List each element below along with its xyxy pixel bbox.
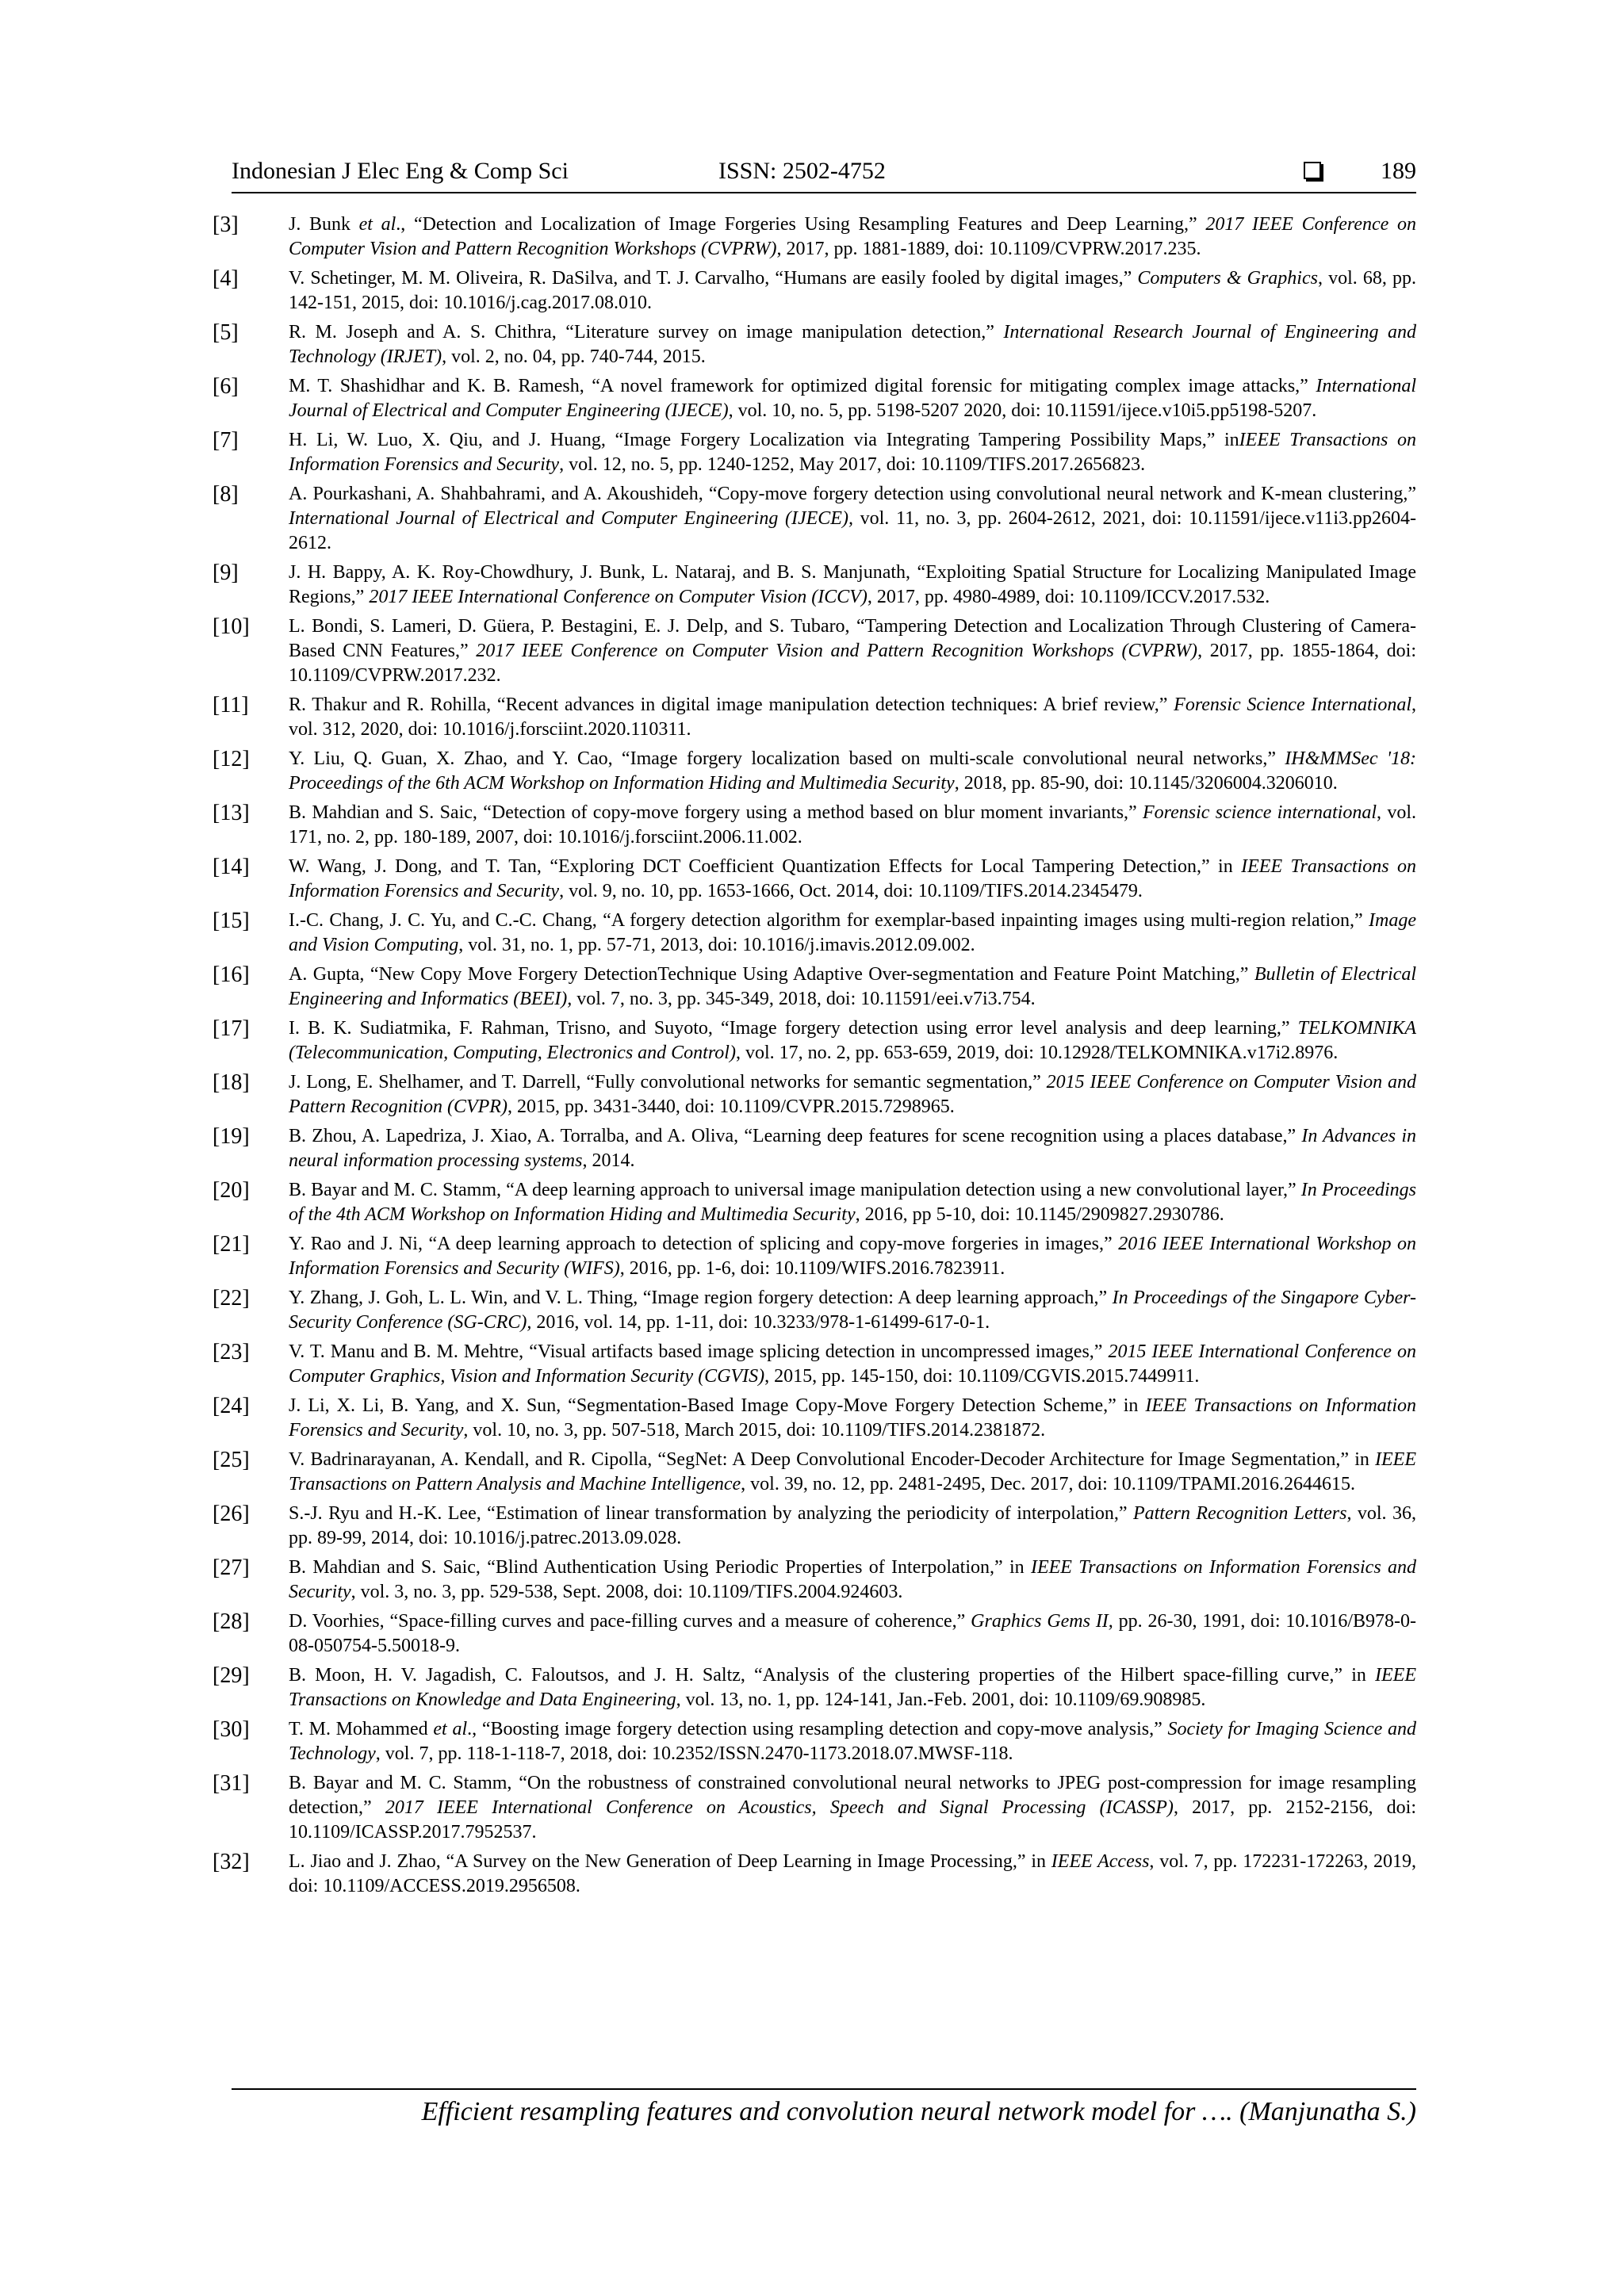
reference-item [213,1340,1416,1389]
reference-text [289,430,1416,475]
reference-item [213,1850,1416,1899]
reference-segment: L. Jiao and J. Zhao, “A Survey on the New Generation of Deep Learning in Image Processing,” in [289,1851,1051,1872]
reference-number: [28] [213,1609,250,1634]
reference-number: [23] [213,1340,250,1364]
reference-segment: , vol. 17, no. 2, pp. 653-659, 2019, doi: 10.12928/TELKOMNIKA.v17i2.8976. [735,1043,1339,1063]
reference-segment: , 2016, pp 5-10, doi: 10.1145/2909827.2930786. [855,1204,1224,1225]
reference-segment: , vol. 10, no. 5, pp. 5198-5207 2020, doi: 10.11591/ijece.v10i5.pp5198-5207. [728,400,1317,421]
reference-segment: 2016, vol. 14, pp. 1-11, doi: 10.3233/978-1-61499-617-0-1. [531,1312,990,1333]
reference-number: [4] [213,266,239,291]
footer-divider [232,2088,1416,2090]
reference-venue: 2015 IEEE Conference on Computer Vision and Pattern Recognition (CVPR) [289,1072,1416,1117]
reference-item [213,1070,1416,1119]
reference-venue: 2017 IEEE Conference on Computer Vision and Pattern Recognition Workshops (CVPRW) [289,214,1416,259]
reference-segment: , 2014. [582,1150,635,1171]
reference-number: [12] [213,747,250,771]
reference-item [213,747,1416,796]
reference-segment: J. Bunk [289,214,359,235]
reference-text [289,748,1416,794]
reference-number: [31] [213,1771,250,1796]
reference-segment: B. Mahdian and S. Saic, “Blind Authentication Using Periodic Properties of Interpolation,” in [289,1557,1031,1578]
reference-text [289,1773,1416,1843]
reference-number: [3] [213,212,239,237]
reference-venue: Society for Imaging Science and Technology [289,1719,1416,1764]
reference-item [213,801,1416,850]
reference-venue: IEEE Transactions on Pattern Analysis and Machine Intelligence [289,1449,1416,1494]
page-number: 189 [1381,158,1416,184]
reference-item [213,428,1416,477]
reference-segment: , vol. 31, no. 1, pp. 57-71, 2013, doi: 10.1016/j.imavis.2012.09.002. [458,935,975,955]
reference-number: [14] [213,855,250,879]
reference-item [213,266,1416,316]
reference-number: [27] [213,1556,250,1580]
running-footer: Efficient resampling features and convolution neural network model for …. (Manjunatha S.) [421,2097,1416,2126]
reference-venue: In Proceedings of the 4th ACM Workshop on Information Hiding and Multimedia Security [289,1180,1416,1225]
reference-venue: Forensic Science International [1174,695,1412,715]
reference-text [289,964,1416,1009]
reference-item [213,614,1416,688]
reference-segment: , vol. 9, no. 10, pp. 1653-1666, Oct. 2014, doi: 10.1109/TIFS.2014.2345479. [559,881,1143,901]
reference-segment: J. H. Bappy, A. K. Roy-Chowdhury, J. Bunk, L. Nataraj, and B. S. Manjunath, “Exploiting Spatial Structure for Localizing Manipulated Image Regions,” [289,562,1416,607]
reference-venue: IEEE Transactions on Information Forensics and Security [289,856,1416,901]
reference-segment: vol. 7, no. 3, pp. 345-349, 2018, doi: 10.11591/eei.v7i3.754. [572,989,1036,1009]
reference-venue: 2015 IEEE International Conference on Computer Graphics, Vision and Information Security (CGVIS) [289,1341,1416,1387]
issn-label: ISSN: 2502-4752 [718,158,886,184]
reference-segment: , vol. 12, no. 5, pp. 1240-1252, May 2017, doi: 10.1109/TIFS.2017.2656823. [559,454,1146,475]
reference-number: [9] [213,561,239,585]
reference-number: [16] [213,962,250,987]
reference-item [213,1016,1416,1066]
square-box-icon [1304,162,1321,179]
reference-segment: R. M. Joseph and A. S. Chithra, “Literature survey on image manipulation detection,” [289,322,1004,342]
reference-segment: R. Thakur and R. Rohilla, “Recent advances in digital image manipulation detection techniques: A brief review,” [289,695,1174,715]
reference-segment: , vol. 171, no. 2, pp. 180-189, 2007, doi: 10.1016/j.forsciint.2006.11.002. [289,802,1417,848]
reference-item [213,374,1416,423]
reference-text [289,1665,1416,1710]
reference-text [289,1851,1416,1896]
reference-segment: Y. Zhang, J. Goh, L. L. Win, and V. L. Thing, “Image region forgery detection: A deep learning approach,” [289,1288,1113,1308]
reference-segment: B. Zhou, A. Lapedriza, J. Xiao, A. Torralba, and A. Oliva, “Learning deep features for scene recognition using a places database,” [289,1126,1302,1146]
reference-segment: I. B. K. Sudiatmika, F. Rahman, Trisno, and Suyoto, “Image forgery detection using error level analysis and deep learning,” [289,1018,1298,1039]
reference-number: [20] [213,1178,250,1203]
reference-number: [25] [213,1448,250,1472]
reference-item [213,1232,1416,1281]
reference-item [213,1663,1416,1712]
reference-text [289,1018,1416,1063]
reference-segment: , 2018, pp. 85-90, doi: 10.1145/3206004.3206010. [954,773,1338,794]
reference-item [213,1717,1416,1766]
reference-segment: L. Bondi, S. Lameri, D. Güera, P. Bestagini, E. J. Delp, and S. Tubaro, “Tampering Detection and Localization Through Clustering of Camera-Based CNN Features,” [289,616,1416,661]
reference-text [289,1503,1416,1548]
reference-segment: T. M. Mohammed [289,1719,434,1739]
reference-segment: B. Bayar and M. C. Stamm, “On the robustness of constrained convolutional neural networks to JPEG post-compression for image resampling detection,” [289,1773,1416,1818]
reference-segment: pp. 26-30, 1991, doi: 10.1016/B978-0-08-050754-5.50018-9. [289,1611,1416,1656]
reference-text [289,1557,1416,1602]
reference-segment: H. Li, W. Luo, X. Qiu, and J. Huang, “Image Forgery Localization via Integrating Tampering Possibility Maps,” in [289,430,1239,450]
page-header [232,154,1416,189]
reference-segment: , 2017, pp. 2152-2156, doi: 10.1109/ICASSP.2017.7952537. [289,1797,1417,1843]
reference-segment: , vol. 68, pp. 142-151, 2015, doi: 10.1016/j.cag.2017.08.010. [289,268,1417,313]
reference-item [213,693,1416,742]
reference-text [289,1072,1416,1117]
reference-item [213,212,1416,262]
reference-segment: J. Li, X. Li, B. Yang, and X. Sun, “Segmentation-Based Image Copy-Move Forgery Detection Scheme,” in [289,1395,1146,1416]
reference-segment: B. Bayar and M. C. Stamm, “A deep learning approach to universal image manipulation detection using a new convolutional layer,” [289,1180,1301,1200]
reference-text [289,1449,1416,1494]
reference-segment: ., “Detection and Localization of Image Forgeries Using Resampling Features and Deep Learning,” [396,214,1206,235]
reference-text [289,1341,1416,1387]
reference-item [213,1178,1416,1227]
reference-number: [18] [213,1070,250,1095]
reference-venue: International Research Journal of Engineering and Technology (IRJET) [289,322,1416,367]
reference-venue: IEEE Transactions on Information Forensics and Security [289,430,1416,475]
reference-text [289,322,1416,367]
reference-segment: , 2017, pp. 4980-4989, doi: 10.1109/ICCV.2017.532. [867,587,1270,607]
reference-text [289,1288,1416,1333]
reference-venue: et al [358,214,396,235]
reference-segment: I.-C. Chang, J. C. Yu, and C.-C. Chang, “A forgery detection algorithm for exemplar-based inpainting images using multi-region relation,” [289,910,1369,931]
reference-venue: Image and Vision Computing [289,910,1416,955]
reference-item [213,561,1416,610]
reference-text [289,1611,1416,1656]
reference-segment: Y. Rao and J. Ni, “A deep learning approach to detection of splicing and copy-move forgeries in images,” [289,1234,1119,1254]
reference-item [213,1124,1416,1173]
reference-number: [7] [213,428,239,453]
reference-item [213,962,1416,1012]
reference-segment: , vol. 13, no. 1, pp. 124-141, Jan.-Feb. 2001, doi: 10.1109/69.908985. [676,1689,1206,1710]
reference-text [289,484,1416,553]
reference-text [289,376,1416,421]
reference-segment: M. T. Shashidhar and K. B. Ramesh, “A novel framework for optimized digital forensic for mitigating complex image attacks,” [289,376,1316,396]
reference-text [289,214,1416,259]
reference-item [213,1394,1416,1443]
reference-number: [5] [213,320,239,345]
reference-item [213,909,1416,958]
reference-venue: In Advances in neural information processing systems [289,1126,1416,1171]
reference-text [289,910,1416,955]
reference-item [213,1286,1416,1335]
reference-text [289,695,1416,740]
reference-venue: In Proceedings of the Singapore Cyber-Security Conference (SG-CRC), [289,1288,1416,1333]
reference-list [213,212,1416,1904]
reference-venue: 2016 IEEE International Workshop on Information Forensics and Security (WIFS) [289,1234,1417,1279]
reference-venue: Forensic science international [1143,802,1377,823]
reference-venue: International Journal of Electrical and Computer Engineering (IJECE), [289,508,853,529]
reference-segment: B. Mahdian and S. Saic, “Detection of copy-move forgery using a method based on blur moment invariants,” [289,802,1143,823]
reference-segment: V. Schetinger, M. M. Oliveira, R. DaSilva, and T. J. Carvalho, “Humans are easily fooled by digital images,” [289,268,1138,289]
reference-number: [19] [213,1124,250,1149]
reference-number: [15] [213,909,250,933]
reference-text [289,268,1416,313]
reference-item [213,1448,1416,1497]
reference-venue: Bulletin of Electrical Engineering and Informatics (BEEI), [289,964,1416,1009]
reference-text [289,1719,1416,1764]
reference-text [289,1395,1416,1441]
reference-segment: B. Moon, H. V. Jagadish, C. Faloutsos, and J. H. Saltz, “Analysis of the clustering properties of the Hilbert space-filling curve,” in [289,1665,1376,1686]
reference-number: [29] [213,1663,250,1688]
reference-venue: et al [433,1719,468,1739]
reference-number: [17] [213,1016,250,1041]
reference-segment: S.-J. Ryu and H.-K. Lee, “Estimation of linear transformation by analyzing the periodicity of interpolation,” [289,1503,1133,1524]
reference-venue: 2017 IEEE International Conference on Acoustics, Speech and Signal Processing (ICASSP) [385,1797,1174,1818]
reference-item [213,320,1416,369]
reference-number: [30] [213,1717,250,1742]
reference-segment: J. Long, E. Shelhamer, and T. Darrell, “Fully convolutional networks for semantic segmentation,” [289,1072,1047,1093]
reference-number: [22] [213,1286,250,1311]
reference-venue: International Journal of Electrical and Computer Engineering (IJECE) [289,376,1416,421]
reference-venue: IEEE Transactions on Information Forensics and Security [289,1395,1416,1441]
reference-item [213,855,1416,904]
reference-item [213,482,1416,556]
reference-segment: , vol. 7, pp. 118-1-118-7, 2018, doi: 10.2352/ISSN.2470-1173.2018.07.MWSF-118. [375,1743,1013,1764]
reference-venue: TELKOMNIKA (Telecommunication, Computing, Electronics and Control) [289,1018,1416,1063]
reference-item [213,1609,1416,1659]
reference-text [289,856,1416,901]
reference-segment: , 2015, pp. 145-150, doi: 10.1109/CGVIS.2015.7449911. [764,1366,1200,1387]
reference-number: [24] [213,1394,250,1418]
journal-name: Indonesian J Elec Eng & Comp Sci [232,158,569,184]
reference-segment: V. Badrinarayanan, A. Kendall, and R. Cipolla, “SegNet: A Deep Convolutional Encoder-Decoder Architecture for Image Segmentation,” in [289,1449,1376,1470]
reference-segment: , 2017, pp. 1881-1889, doi: 10.1109/CVPRW.2017.235. [776,239,1201,259]
reference-venue: Graphics Gems II, [971,1611,1113,1632]
reference-segment: Y. Liu, Q. Guan, X. Zhao, and Y. Cao, “Image forgery localization based on multi-scale convolutional neural networks,” [289,748,1285,769]
reference-segment: , vol. 312, 2020, doi: 10.1016/j.forsciint.2020.110311. [289,695,1417,740]
reference-number: [10] [213,614,250,639]
reference-number: [8] [213,482,239,507]
reference-venue: IH&MMSec '18: Proceedings of the 6th ACM Workshop on Information Hiding and Multimedia Security [289,748,1416,794]
reference-item [213,1771,1416,1845]
reference-segment: , 2015, pp. 3431-3440, doi: 10.1109/CVPR.2015.7298965. [507,1096,955,1117]
reference-segment: , vol. 10, no. 3, pp. 507-518, March 2015, doi: 10.1109/TIFS.2014.2381872. [463,1420,1046,1441]
reference-number: [6] [213,374,239,399]
reference-venue: 2017 IEEE Conference on Computer Vision and Pattern Recognition Workshops (CVPRW) [476,641,1198,661]
reference-text [289,562,1416,607]
reference-text [289,1180,1416,1225]
reference-segment: , vol. 7, pp. 172231-172263, 2019, doi: 10.1109/ACCESS.2019.2956508. [289,1851,1416,1896]
reference-text [289,802,1416,848]
reference-segment: , vol. 2, no. 04, pp. 740-744, 2015. [442,346,706,367]
reference-venue: IEEE Transactions on Knowledge and Data Engineering [289,1665,1416,1710]
reference-venue: Pattern Recognition Letters [1132,1503,1347,1524]
reference-number: [32] [213,1850,250,1874]
reference-segment: A. Gupta, “New Copy Move Forgery DetectionTechnique Using Adaptive Over-segmentation and Feature Point Matching,” [289,964,1254,985]
reference-item [213,1556,1416,1605]
reference-segment: vol. 11, no. 3, pp. 2604-2612, 2021, doi: 10.11591/ijece.v11i3.pp2604-2612. [289,508,1416,553]
reference-number: [11] [213,693,249,718]
reference-segment: W. Wang, J. Dong, and T. Tan, “Exploring DCT Coefficient Quantization Effects for Local Tampering Detection,” in [289,856,1242,877]
reference-item [213,1502,1416,1551]
reference-venue: IEEE Access [1051,1851,1150,1872]
reference-segment: A. Pourkashani, A. Shahbahrami, and A. Akoushideh, “Copy-move forgery detection using convolutional neural network and K-mean clustering,” [289,484,1416,504]
reference-venue: 2017 IEEE International Conference on Computer Vision (ICCV) [369,587,868,607]
reference-segment: , 2017, pp. 1855-1864, doi: 10.1109/CVPRW.2017.232. [289,641,1417,686]
reference-number: [26] [213,1502,250,1526]
reference-number: [21] [213,1232,250,1257]
reference-text [289,1234,1416,1279]
reference-venue: IEEE Transactions on Information Forensics and Security [289,1557,1416,1602]
reference-segment: V. T. Manu and B. M. Mehtre, “Visual artifacts based image splicing detection in uncompressed images,” [289,1341,1109,1362]
reference-number: [13] [213,801,250,825]
reference-venue: Computers & Graphics [1137,268,1318,289]
reference-text [289,1126,1416,1171]
reference-segment: ., “Boosting image forgery detection using resampling detection and copy-move analysis,” [467,1719,1168,1739]
reference-segment: , vol. 36, pp. 89-99, 2014, doi: 10.1016/j.patrec.2013.09.028. [289,1503,1416,1548]
reference-segment: , 2016, pp. 1-6, doi: 10.1109/WIFS.2016.7823911. [619,1258,1005,1279]
reference-segment: , vol. 3, no. 3, pp. 529-538, Sept. 2008, doi: 10.1109/TIFS.2004.924603. [350,1582,903,1602]
reference-segment: , vol. 39, no. 12, pp. 2481-2495, Dec. 2017, doi: 10.1109/TPAMI.2016.2644615. [741,1474,1356,1494]
header-divider [232,192,1416,193]
reference-text [289,616,1416,686]
reference-segment: D. Voorhies, “Space-filling curves and pace-filling curves and a measure of coherence,” [289,1611,971,1632]
